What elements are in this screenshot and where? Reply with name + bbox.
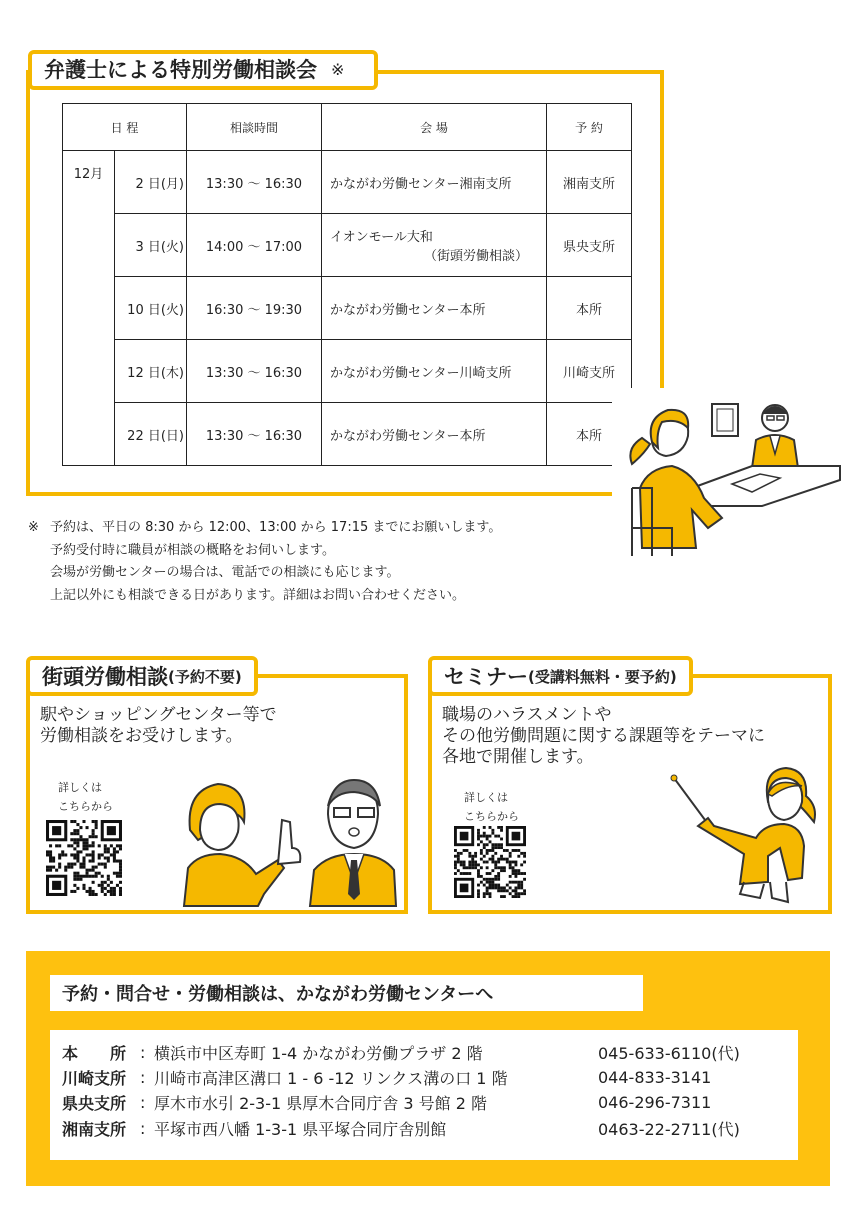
table-row	[63, 403, 632, 466]
venue-cell	[322, 340, 547, 403]
date-cell: 12 日(木)	[115, 340, 187, 403]
venue-name: かながわ労働センター本所	[330, 428, 486, 444]
note-line: 上記以外にも相談できる日があります。詳細はお問い合わせください。	[50, 587, 465, 603]
contact-heading: 予約・問合せ・労働相談は、かながわ労働センターへ	[50, 975, 643, 1011]
office-name: 湘南支所	[62, 1119, 127, 1139]
month-cell: 12月	[63, 151, 115, 466]
note-line: 予約は、平日の 8:30 から 12:00、13:00 から 17:15 までにお願いします。	[50, 520, 502, 535]
street-consultation-desc	[40, 705, 277, 747]
qr-label	[58, 778, 113, 816]
office-address: 厚木市水引 2-3-1 県厚木合同庁舎 3 号館 2 階	[154, 1093, 487, 1113]
office-tel[interactable]: 045-633-6110(代)	[598, 1043, 740, 1063]
qr-code-icon[interactable]	[454, 826, 526, 898]
reservation-cell: 湘南支所	[547, 151, 632, 214]
header-venue: 会 場	[322, 104, 547, 151]
desc-line: 各地で開催します。	[442, 747, 594, 767]
title-text: 弁護士による特別労働相談会	[44, 58, 317, 82]
date-cell: 3 日(火)	[115, 214, 187, 277]
venue-name: イオンモール大和	[330, 230, 433, 245]
venue-cell	[322, 403, 547, 466]
tab-subtitle: (受講料無料・要予約)	[528, 667, 677, 686]
table-row	[63, 151, 632, 214]
schedule-table	[62, 103, 632, 466]
desc-line: 駅やショッピングセンター等で	[40, 705, 277, 725]
seminar-tab	[428, 656, 693, 696]
desc-line: 職場のハラスメントや	[442, 705, 612, 725]
consultation-illustration	[612, 388, 848, 560]
desc-line: 労働相談をお受けします。	[40, 726, 243, 746]
qr-label-line: こちらから	[464, 810, 519, 823]
two-staff-illustration	[178, 770, 398, 908]
office-row-kenou: 県央支所 : 厚木市水引 2-3-1 県厚木合同庁舎 3 号館 2 階 046-296-7311	[62, 1092, 712, 1113]
reservation-cell: 本所	[547, 403, 632, 466]
table-row	[63, 214, 632, 277]
office-address: 川崎市高津区溝口 1 - 6 -12 リンクス溝の口 1 階	[154, 1068, 508, 1088]
office-tel[interactable]: 0463-22-2711(代)	[598, 1119, 740, 1139]
tab-subtitle: (予約不要)	[168, 667, 242, 686]
time-cell: 13:30 ～ 16:30	[187, 340, 322, 403]
time-cell: 13:30 ～ 16:30	[187, 151, 322, 214]
desc-line: その他労働問題に関する課題等をテーマに	[442, 726, 765, 746]
qr-label	[464, 788, 519, 826]
section-title-lawyer-consultation	[28, 50, 378, 90]
reservation-cell: 県央支所	[547, 214, 632, 277]
qr-code-icon[interactable]	[46, 820, 122, 896]
reservation-cell: 川崎支所	[547, 340, 632, 403]
frame-right-edge	[660, 70, 664, 390]
notes	[28, 517, 501, 607]
note-line: 予約受付時に職員が相談の概略をお伺いします。	[50, 542, 335, 558]
reservation-cell: 本所	[547, 277, 632, 340]
office-tel[interactable]: 044-833-3141	[598, 1067, 712, 1087]
qr-label-line: こちらから	[58, 800, 113, 813]
header-time: 相談時間	[187, 104, 322, 151]
date-cell: 2 日(月)	[115, 151, 187, 214]
header-reservation: 予 約	[547, 104, 632, 151]
venue-cell	[322, 214, 547, 277]
office-address: 横浜市中区寿町 1-4 かながわ労働プラザ 2 階	[154, 1043, 483, 1063]
venue-subtitle: （街頭労働相談）	[424, 249, 529, 264]
office-name: 川崎支所	[62, 1068, 127, 1088]
note-line: 会場が労働センターの場合は、電話での相談にも応じます。	[50, 565, 400, 580]
office-name: 本 所	[62, 1043, 127, 1063]
venue-cell	[322, 277, 547, 340]
office-row-main: 本 所 : 横浜市中区寿町 1-4 かながわ労働プラザ 2 階 045-633-6110(代)	[62, 1042, 740, 1063]
office-row-shonan: 湘南支所 : 平塚市西八幡 1-3-1 県平塚合同庁舎別館 0463-22-2711(代)	[62, 1118, 740, 1139]
notes-mark: ※	[28, 520, 39, 535]
tab-title: セミナー	[444, 665, 528, 689]
title-mark: ※	[331, 60, 345, 79]
tab-title: 街頭労働相談	[42, 665, 168, 689]
venue-name: かながわ労働センター湘南支所	[330, 176, 512, 192]
time-cell: 14:00 ～ 17:00	[187, 214, 322, 277]
venue-name: かながわ労働センター川崎支所	[330, 365, 512, 381]
table-row	[63, 277, 632, 340]
header-date: 日 程	[63, 104, 187, 151]
office-tel[interactable]: 046-296-7311	[598, 1092, 712, 1112]
table-row	[63, 340, 632, 403]
date-cell: 22 日(日)	[115, 403, 187, 466]
qr-label-line: 詳しくは	[58, 781, 102, 794]
office-name: 県央支所	[62, 1093, 127, 1113]
lecturer-illustration	[668, 766, 818, 906]
seminar-desc	[442, 705, 765, 768]
street-consultation-tab	[26, 656, 258, 696]
table-header-row	[63, 104, 632, 151]
qr-label-line: 詳しくは	[464, 791, 508, 804]
time-cell: 13:30 ～ 16:30	[187, 403, 322, 466]
office-address: 平塚市西八幡 1-3-1 県平塚合同庁舎別館	[154, 1119, 447, 1139]
venue-name: かながわ労働センター本所	[330, 302, 486, 318]
venue-cell	[322, 151, 547, 214]
time-cell: 16:30 ～ 19:30	[187, 277, 322, 340]
date-cell: 10 日(火)	[115, 277, 187, 340]
office-row-kawasaki: 川崎支所 : 川崎市高津区溝口 1 - 6 -12 リンクス溝の口 1 階 044-833-3141	[62, 1067, 712, 1088]
